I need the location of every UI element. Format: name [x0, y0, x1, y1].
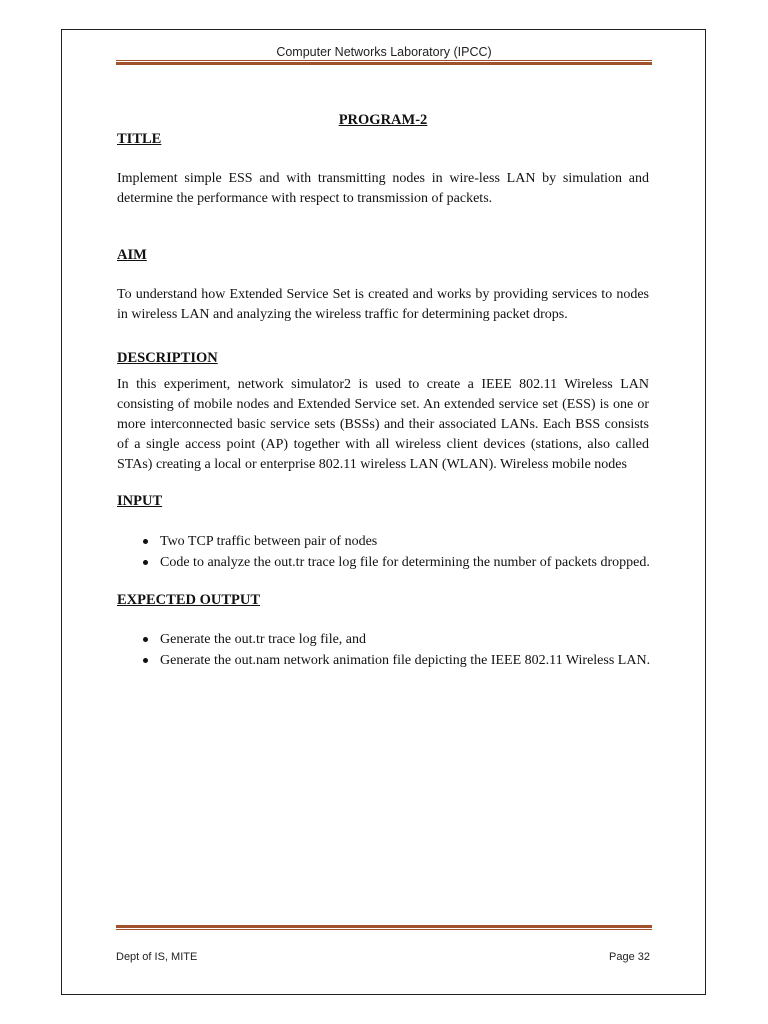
list-item — [117, 531, 657, 552]
title-text: Implement simple ESS and with transmitting nodes in wire-less LAN by simulation and determine the performance with respect to transmission of packets. — [117, 171, 649, 206]
expected-output-heading: EXPECTED OUTPUT — [117, 592, 261, 608]
list-item-text: Generate the out.nam network animation file depicting the IEEE 802.11 Wireless LAN. — [160, 653, 651, 668]
list-item-text: Generate the out.tr trace log file, and — [160, 632, 367, 647]
list-item — [117, 650, 657, 671]
title-heading: TITLE — [117, 131, 162, 147]
bullet-icon — [143, 560, 148, 565]
bullet-icon — [143, 658, 148, 663]
footer-department: Dept of IS, MITE — [116, 951, 198, 963]
description-text: In this experiment, network simulator2 is used to create a IEEE 802.11 Wireless LAN consisting of mobile nodes and Extended Service set. An extended service set (ESS) is one or more interconnected basic service sets (BSSs) and their associated LANs. Each BSS consists of a single access point (AP) together with all wireless client devices (stations, also called STAs) creating a local or enterprise 802.11 wireless LAN (WLAN). Wireless mobile nodes — [117, 377, 649, 472]
list-item — [117, 552, 657, 573]
aim-text: To understand how Extended Service Set is created and works by providing services to nodes in wireless LAN and analyzing the wireless traffic for determining packet drops. — [117, 287, 649, 322]
input-list — [117, 531, 657, 573]
bullet-icon — [143, 637, 148, 642]
bullet-icon — [143, 539, 148, 544]
header-rule — [116, 60, 652, 65]
list-item — [117, 629, 657, 650]
aim-heading: AIM — [117, 247, 147, 263]
list-item-text: Code to analyze the out.tr trace log file for determining the number of packets dropped. — [160, 555, 650, 570]
description-heading: DESCRIPTION — [117, 350, 218, 366]
page-number: Page 32 — [609, 951, 650, 963]
list-item-text: Two TCP traffic between pair of nodes — [160, 534, 378, 549]
running-header: Computer Networks Laboratory (IPCC) — [276, 45, 492, 59]
program-title: PROGRAM-2 — [338, 112, 428, 128]
footer-rule — [116, 925, 652, 930]
input-heading: INPUT — [117, 493, 163, 509]
expected-output-list — [117, 629, 657, 671]
